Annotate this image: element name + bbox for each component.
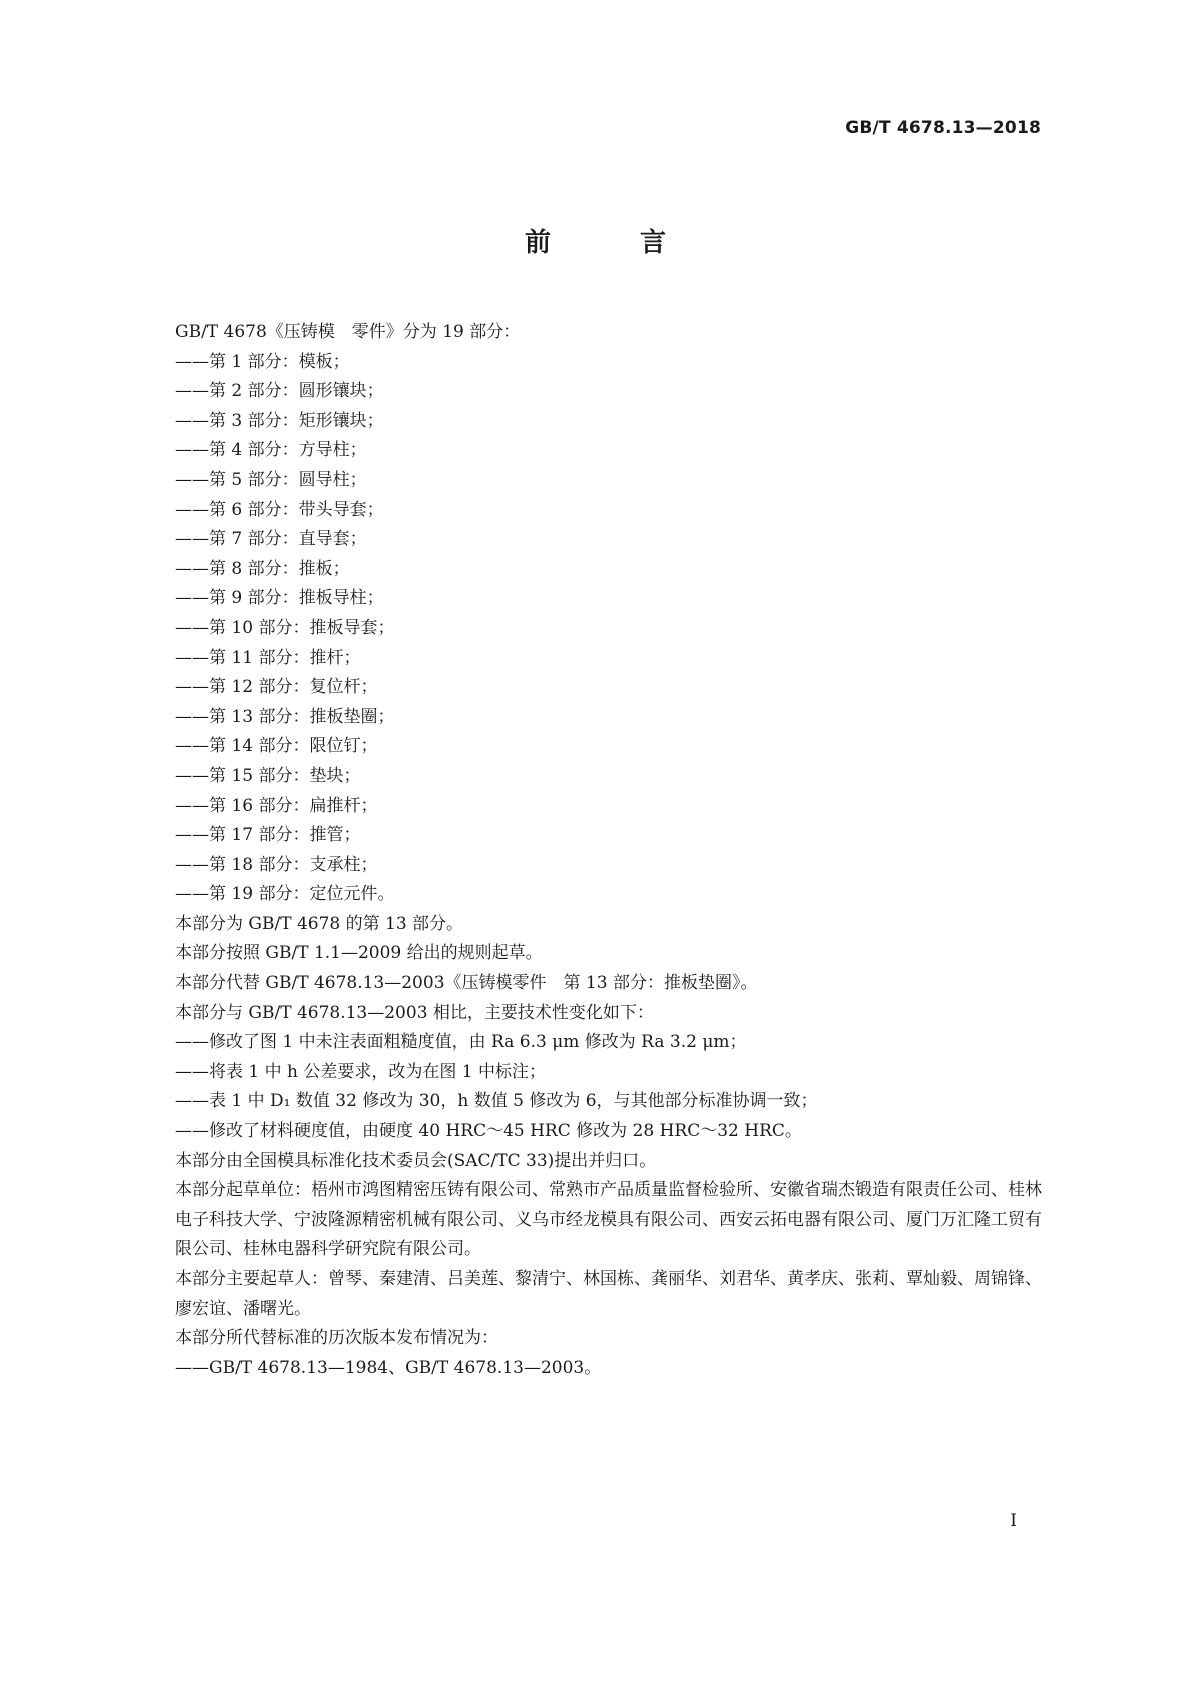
list-item: ——表 1 中 D₁ 数值 32 修改为 30，h 数值 5 修改为 6，与其他部分标准协调一致； [175, 1091, 818, 1112]
intro-line: GB/T 4678《压铸模 零件》分为 19 部分： [175, 322, 521, 342]
proposer-statement: 本部分由全国模具标准化技术委员会(SAC/TC 33)提出并归口。 [175, 1150, 657, 1171]
list-item: ——第 15 部分：垫块； [175, 765, 361, 786]
list-item: ——第 13 部分：推板垫圈； [175, 706, 395, 727]
statement: 本部分与 GB/T 4678.13—2003 相比，主要技术性变化如下： [175, 1002, 654, 1023]
list-item: ——第 3 部分：矩形镶块； [175, 410, 384, 431]
page-number: I [1010, 1511, 1017, 1531]
document-body [175, 318, 1055, 1383]
changes-list [175, 1028, 1055, 1146]
list-item: ——第 6 部分：带头导套； [175, 499, 384, 520]
list-item: ——将表 1 中 h 公差要求，改为在图 1 中标注； [175, 1061, 547, 1082]
list-item: ——第 14 部分：限位钉； [175, 736, 378, 757]
list-item: ——第 18 部分：支承柱； [175, 854, 378, 875]
history-item: ——GB/T 4678.13—1984、GB/T 4678.13—2003。 [175, 1357, 602, 1378]
parts-list [175, 348, 1055, 910]
statement: 本部分按照 GB/T 1.1—2009 给出的规则起草。 [175, 943, 543, 964]
list-item: ——第 8 部分：推板； [175, 558, 350, 579]
list-item: ——第 17 部分：推管； [175, 825, 361, 846]
list-item: ——第 5 部分：圆导柱； [175, 469, 367, 490]
list-item: ——第 4 部分：方导柱； [175, 440, 367, 461]
standard-number: GB/T 4678.13—2018 [845, 118, 1041, 138]
statement: 本部分为 GB/T 4678 的第 13 部分。 [175, 913, 464, 934]
list-item: ——第 9 部分：推板导柱； [175, 588, 384, 609]
drafting-units-paragraph: 本部分起草单位：梧州市鸿图精密压铸有限公司、常熟市产品质量监督检验所、安徽省瑞杰锻造有限责任公司、桂林电子科技大学、宁波隆源精密机械有限公司、义乌市经龙模具有限公司、西安云拓电器有限公司、厦门万汇隆工贸有限公司、桂林电器科学研究院有限公司。 [175, 1180, 1042, 1260]
list-item: ——第 16 部分：扁推杆； [175, 795, 378, 816]
drafters-paragraph: 本部分主要起草人：曾琴、秦建清、吕美莲、黎清宁、林国栋、龚丽华、刘君华、黄孝庆、张莉、覃灿毅、周锦锋、廖宏谊、潘曙光。 [175, 1269, 1042, 1319]
list-item: ——第 2 部分：圆形镶块； [175, 381, 384, 402]
list-item: ——第 19 部分：定位元件。 [175, 884, 395, 905]
list-item: ——修改了材料硬度值，由硬度 40 HRC～45 HRC 修改为 28 HRC～32 HRC。 [175, 1121, 802, 1142]
list-item: ——第 11 部分：推杆； [175, 647, 361, 668]
list-item: ——第 10 部分：推板导套； [175, 617, 395, 638]
list-item: ——第 7 部分：直导套； [175, 529, 367, 550]
list-item: ——修改了图 1 中未注表面粗糙度值，由 Ra 6.3 μm 修改为 Ra 3.2 μm； [175, 1032, 747, 1053]
list-item: ——第 1 部分：模板； [175, 351, 350, 372]
page-title: 前 言 [524, 228, 707, 258]
list-item: ——第 12 部分：复位杆； [175, 677, 378, 698]
history-intro: 本部分所代替标准的历次版本发布情况为： [175, 1328, 498, 1349]
statement: 本部分代替 GB/T 4678.13—2003《压铸模零件 第 13 部分：推板垫圈》。 [175, 973, 758, 994]
